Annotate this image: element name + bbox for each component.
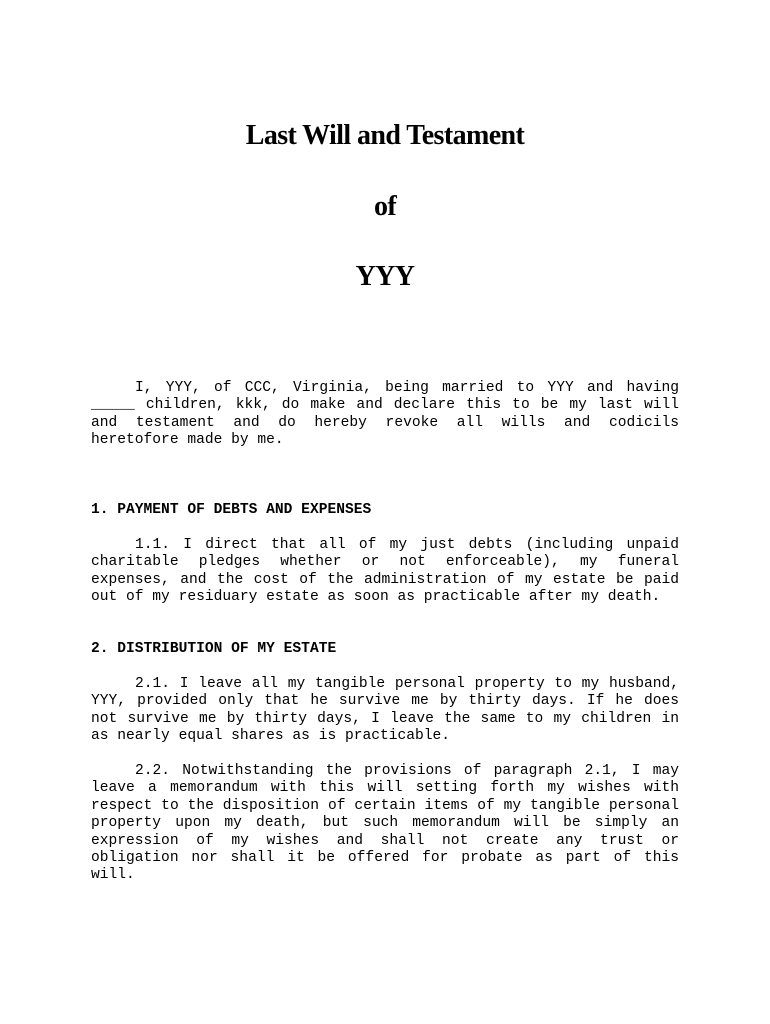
- section-heading-distribution: 2. DISTRIBUTION OF MY ESTATE: [91, 641, 337, 657]
- title-line-1: Last Will and Testament: [245, 120, 525, 151]
- title-line-3: YYY: [355, 261, 415, 292]
- paragraph-2-2: 2.2. Notwithstanding the provisions of paragraph 2.1, I may leave a memorandum with this will setting forth my wishes with respect to the disposition of certain items of my tangible personal property upon my death, but such memorandum will be simply an expression of my wishes and shall not create any trust or obligation nor shall it be offered for probate as part of this will.: [91, 763, 679, 884]
- paragraph-1-1: 1.1. I direct that all of my just debts (including unpaid charitable pledges whether or not enforceable), my funeral expenses, and the cost of the administration of my estate be paid out of my residuary estate as soon as practicable after my death.: [91, 537, 679, 606]
- section-heading-debts: 1. PAYMENT OF DEBTS AND EXPENSES: [91, 502, 372, 518]
- paragraph-2-1: 2.1. I leave all my tangible personal property to my husband, YYY, provided only that he survive me by thirty days. If he does not survive me by thirty days, I leave the same to my children in as nearly equal shares as is practicable.: [91, 676, 679, 745]
- intro-paragraph: I, YYY, of CCC, Virginia, being married to YYY and having _____ children, kkk, do make and declare this to be my last will and testament and do hereby revoke all wills and codicils heretofore made by me.: [91, 380, 679, 449]
- title-line-2: of: [373, 191, 397, 222]
